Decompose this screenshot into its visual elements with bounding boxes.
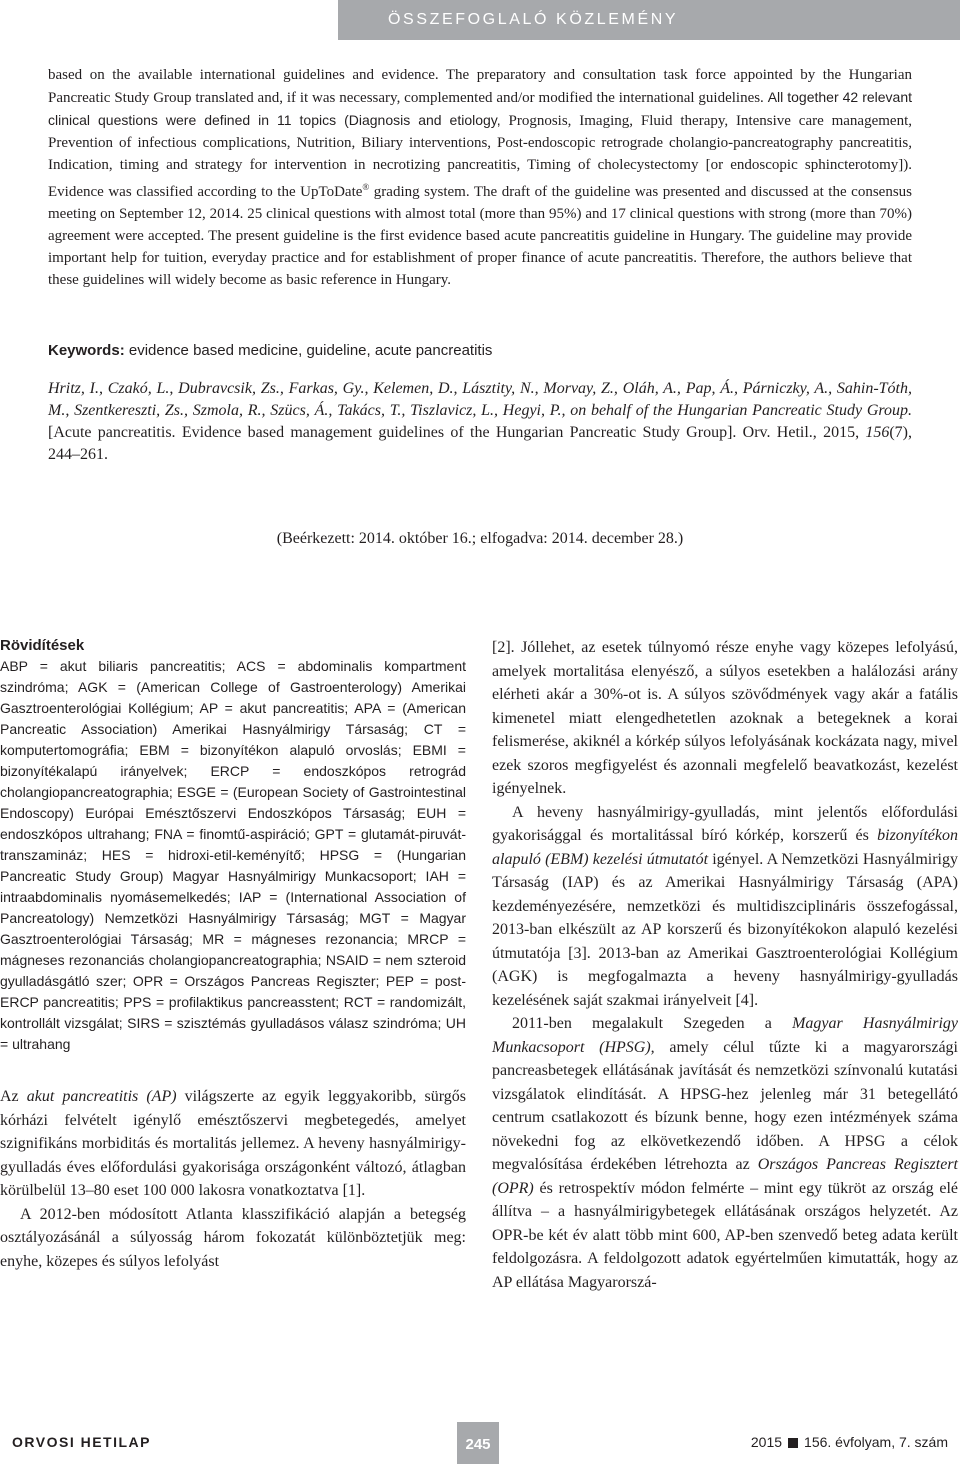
right-p3-start: 2011-ben megalakult Szegeden a <box>512 1015 793 1032</box>
volume-issue: 156. évfolyam, 7. szám <box>804 1434 948 1450</box>
right-paragraph-2 <box>492 801 958 1013</box>
header-band <box>0 0 960 40</box>
intro-paragraph-1 <box>0 1085 466 1203</box>
right-p3-rest: és retrospektív módon felmérte – mint egy tükröt az ország elé állítva – a hasnyálmirigybetegek ellátásának országos helyzetét. Az OPR-be két év alatt több mint 600, AP-ben szenvedő beteg adata került feldolgozásra. A feldolgozott adatok egyértelműen kimutatták, hogy az AP ellátása Magyarorszá- <box>492 1179 958 1291</box>
intro-p1-rest: világszerte az egyik leggyakoribb, sürgős kórházi felvételt igénylő emésztőszervi megbetegedés, amelyet szignifikáns morbiditás és mortalitás jellemez. A heveny hasnyálmirigy-gyulladás éves előfordulási gyakorisága országonként változó, átlagban körülbelül 13–80 eset 100 000 lakosra vonatkoztatva [1]. <box>0 1088 467 1199</box>
right-p2-start: A heveny hasnyálmirigy-gyulladás, mint jelentős előfordulási gyakorisággal és mortalitással bíró kórkép, korszerű és <box>492 803 958 844</box>
journal-name: ORVOSI HETILAP <box>12 1434 151 1450</box>
right-column <box>492 636 958 1294</box>
abstract-text <box>48 64 912 291</box>
intro-p1-term: akut pancreatitis (AP) <box>26 1088 177 1105</box>
citation-pages: (7), 244–261. <box>48 424 912 463</box>
citation <box>48 378 912 466</box>
right-p3-term: Magyar Hasnyálmirigy Munkacsoport (HPSG), <box>492 1015 959 1056</box>
abbreviations-heading: Rövidítések <box>0 637 85 654</box>
abstract-part-4: grading system. The draft of the guideline was presented and discussed at the consensus meeting on September 12, 2014. 25 clinical questions with almost total (more than 95%) and 17 clinical questions with strong (more than 70%) agreement were accepted. The present guideline is the first evidence based acute pancreatitis guideline in Hungary. The guideline may provide important help for tuition, everyday practice and for establishment of proper finance of acute pancreatitis. Therefore, the authors believe that these guidelines will widely become as basic reference in Hungary. <box>48 184 912 288</box>
intro-paragraph-2: A 2012-ben módosított Atlanta klasszifikáció alapján a betegség osztályozásánál a súlyosság három fokozatát különböztetjük meg: enyhe, közepes és súlyos lefolyást <box>0 1205 466 1270</box>
abstract-part-1: based on the available international guidelines and evidence. The preparatory and consultation task force appointed by the Hungarian Pancreatic Study Group translated and, if it was necessary, complemented and/or modified the international guidelines. <box>48 67 912 106</box>
square-bullet-icon <box>788 1438 798 1448</box>
intro-p1-start: Az <box>0 1088 27 1105</box>
page-number: 245 <box>457 1422 499 1464</box>
keywords <box>48 342 912 359</box>
received-dates: (Beérkezett: 2014. október 16.; elfogadva: 2014. december 28.) <box>276 530 684 547</box>
registered-mark: ® <box>362 182 370 192</box>
abstract-part-3: Prognosis, Imaging, Fluid therapy, Intensive care management, Prevention of infectious complications, Nutrition, Biliary interventions, Post-endoscopic retrograde cholangio-pancreatography pancreatitis, Indication, timing and strategy for intervention in necrotizing pancreatitis, Timing of cholecystectomy [or endoscopic sphincterotomy]). Evidence was classified according to the UpToDate <box>48 113 912 200</box>
right-paragraph-1: [2]. Jóllehet, az esetek túlnyomó része enyhe vagy közepes lefolyású, amelyek mortalitása elenyésző, a súlyos esetekben a halálozási arány elérheti akár a 30%-ot is. A súlyos szövődmények vagy akár a fatális kimenetel miatt elengedhetetlen azoknak a betegeknek a korai felismerése, akiknél a kórkép súlyos lefolyásának kockázata nagy, mivel ezek szoros megfigyelést és azonnali megfelelő beavatkozást, kezelést igényelnek. <box>492 639 958 797</box>
citation-volume: 156 <box>865 424 890 441</box>
right-p3-term-2: Országos Pancreas Regisztert (OPR) <box>492 1156 958 1197</box>
section-label: ÖSSZEFOGLALÓ KÖZLEMÉNY <box>338 0 960 40</box>
citation-title: [Acute pancreatitis. Evidence based management guidelines of the Hungarian Pancreatic Study Group]. Orv. Hetil., 2015, <box>48 424 866 441</box>
year: 2015 <box>750 1434 783 1450</box>
page-footer <box>0 1422 960 1464</box>
right-p2-term: bizonyítékon alapuló (EBM) kezelési útmutatót <box>492 827 958 868</box>
abstract-part-2: All together 42 relevant clinical questions were defined in 11 topics (Diagnosis and etiology, <box>48 89 913 128</box>
right-p3-mid: amely célul tűzte ki a magyarországi pancreasbetegek ellátásának javítását és nemzetközi színvonalú kutatási vizsgálatok elindítását. A HPSG-hez jelenleg már 31 betegellátó centrum csatlakozott és bízunk benne, hogy ezen intézmények száma növekedni fog az elkövetkezendő időben. A HPSG a célok megvalósítása érdekében létrehozta az <box>492 1038 958 1173</box>
keywords-label: Keywords: <box>48 342 125 359</box>
abbreviations-list: ABP = akut biliaris pancreatitis; ACS = abdominalis kompartment szindróma; AGK = (American College of Gastroenterology) Amerikai Gasztroenterológiai Kollégium; AP = akut pancreatitis; APA = (American Pancreatic Association) Amerikai Hasnyálmirigy Társaság; CT = komputertomográfia; EBM = bizonyítékon alapuló orvoslás; EBMI = bizonyítékalapú irányelvek; ERCP = endoszkópos retrográd cholangiopancreatographia; ESGE = (European Society of Gastrointestinal Endoscopy) Európai Emésztőszervi Endoszkópos Társaság; EUH = endoszkópos ultrahang; FNA = finomtű-aspiráció; GPT = glutamát-piruvát-transzamináz; HES = hidroxi-etil-keményítő; HPSG = (Hungarian Pancreatic Study Group) Magyar Hasnyálmirigy Munkacsoport; IAH = intraabdominalis nyomásemelkedés; IAP = (International Association of Pancreatology) Nemzetközi Hasnyálmirigy Társaság; MGT = Magyar Gasztroenterológiai Társaság; MR = mágneses rezonancia; MRCP = mágneses rezonanciás cholangiopancreatographia; NSAID = nem szteroid gyulladásgátló szer; OPR = Országos Pancreas Regiszter; PEP = post-ERCP pancreatitis; PPS = profilaktikus pancreasstent; RCT = randomizált, kontrollált vizsgálat; SIRS = szisztémás gyulladásos válasz szindróma; UH = ultrahang <box>0 658 466 1052</box>
left-column <box>0 636 466 1273</box>
issue-info <box>751 1434 948 1450</box>
right-p2-rest: igényel. A Nemzetközi Hasnyálmirigy Társaság (IAP) és az Amerikai Hasnyálmirigy Társaság (APA) kezdeményezésére, nemzetközi és multidiszciplináris összefogással, 2013-ban elkészült az AP korszerű és bizonyítékokon alapuló kezelési útmutatója [3]. 2013-ban az Amerikai Gasztroenterológiai Kollégium (AGK) is megfogalmazta a heveny hasnyálmirigy-gyulladás kezelésének saját szakmai irányelveit [4]. <box>492 850 958 1009</box>
right-paragraph-3 <box>492 1012 958 1294</box>
citation-authors: Hritz, I., Czakó, L., Dubravcsik, Zs., Farkas, Gy., Kelemen, D., Lásztity, N., Morvay, Z., Oláh, A., Pap, Á., Párniczky, A., Sahin-Tóth, M., Szentkereszti, Zs., Szmola, R., Szücs, Á., Takács, T., Tiszlavicz, L., Hegyi, P., on behalf of the Hungarian Pancreatic Study Group. <box>48 380 912 419</box>
keywords-value: evidence based medicine, guideline, acute pancreatitis <box>124 342 493 359</box>
